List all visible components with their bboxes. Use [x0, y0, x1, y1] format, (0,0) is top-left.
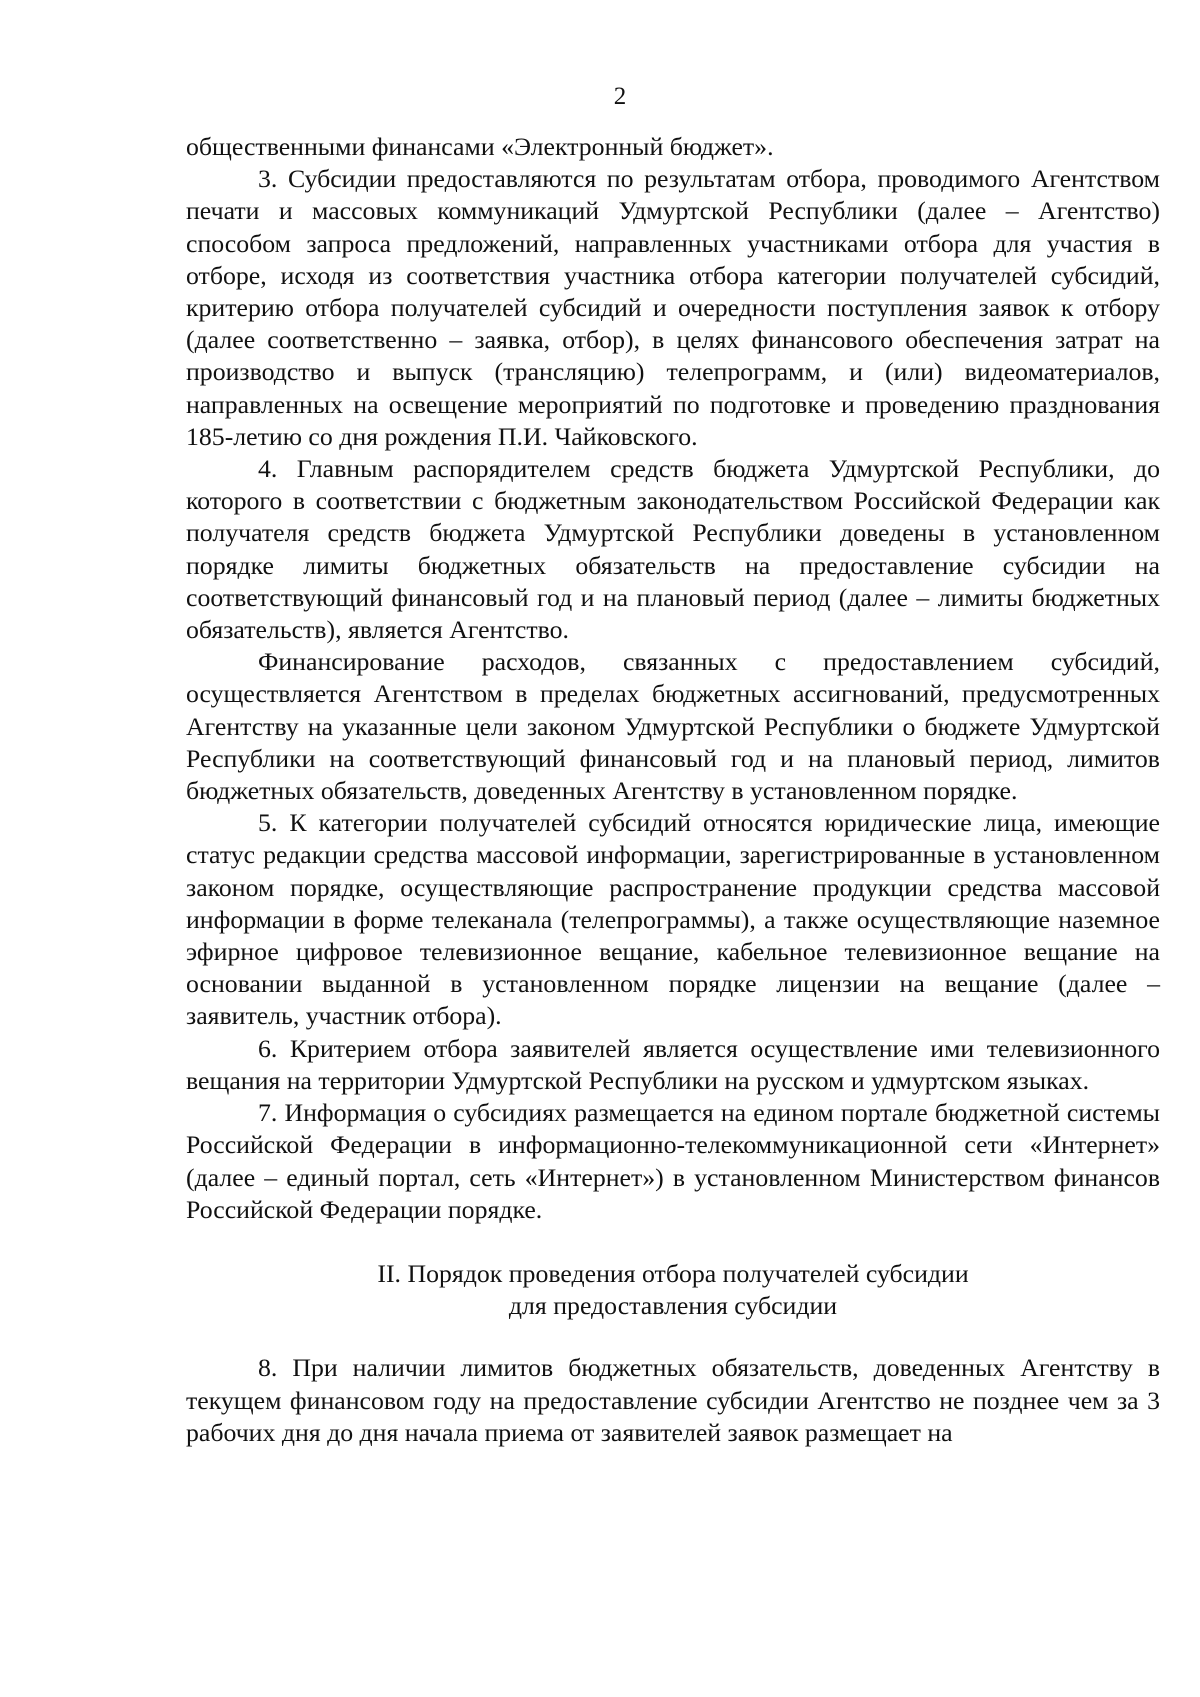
page-number: 2: [613, 83, 627, 110]
paragraph-continuation: общественными финансами «Электронный бюджет».: [186, 132, 774, 161]
paragraph-4: 4. Главным распорядителем средств бюджета Удмуртской Республики, до которого в соответствии с бюджетным законодательством Российской Федерации как получателя средств бюджета Удмуртской Республики доведены в установленном порядке лимиты бюджетных обязательств на предоставление субсидии на соответствующий финансовый год и на плановый период (далее – лимиты бюджетных обязательств), является Агентство.: [186, 454, 1160, 645]
paragraph-4-financing: Финансирование расходов, связанных с предоставлением субсидий, осуществляется Агентством в пределах бюджетных ассигнований, предусмотренных Агентству на указанные цели законом Удмуртской Республики о бюджете Удмуртской Республики на соответствующий финансовый год и на плановый период, лимитов бюджетных обязательств, доведенных Агентству в установленном порядке.: [186, 647, 1160, 806]
section-heading-line-2: для предоставления субсидии: [508, 1291, 838, 1321]
section-heading-line-1: II. Порядок проведения отбора получателей субсидии: [377, 1258, 969, 1288]
paragraph-7: 7. Информация о субсидиях размещается на едином портале бюджетной системы Российской Федерации в информационно-телекоммуникационной сети «Интернет» (далее – единый портал, сеть «Интернет») в установленном Министерством финансов Российской Федерации порядке.: [186, 1098, 1160, 1224]
paragraph-5: 5. К категории получателей субсидий относятся юридические лица, имеющие статус редакции средства массовой информации, зарегистрированные в установленном законом порядке, осуществляющие распространение продукции средства массовой информации в форме телеканала (телепрограммы), а также осуществляющие наземное эфирное цифровое телевизионное вещание, кабельное телевизионное вещание на основании выданной в установленном порядке лицензии на вещание (далее – заявитель, участник отбора).: [186, 808, 1160, 1031]
paragraph-3: 3. Субсидии предоставляются по результатам отбора, проводимого Агентством печати и массовых коммуникаций Удмуртской Республики (далее – Агентство) способом запроса предложений, направленных участниками отбора для участия в отборе, исходя из соответствия участника отбора категории получателей субсидий, критерию отбора получателей субсидий и очередности поступления заявок к отбору (далее соответственно – заявка, отбор), в целях финансового обеспечения затрат на производство и выпуск (трансляцию) телепрограмм, и (или) видеоматериалов, направленных на освещение мероприятий по подготовке и проведению празднования 185-летию со дня рождения П.И. Чайковского.: [186, 164, 1160, 451]
paragraph-8: 8. При наличии лимитов бюджетных обязательств, доведенных Агентству в текущем финансовом году на предоставление субсидии Агентство не позднее чем за 3 рабочих дня до дня начала приема от заявителей заявок размещает на: [186, 1353, 1160, 1447]
section-heading: [186, 1258, 1160, 1322]
paragraph-6: 6. Критерием отбора заявителей является осуществление ими телевизионного вещания на территории Удмуртской Республики на русском и удмуртском языках.: [186, 1033, 1160, 1095]
document-body: [186, 131, 1160, 1449]
